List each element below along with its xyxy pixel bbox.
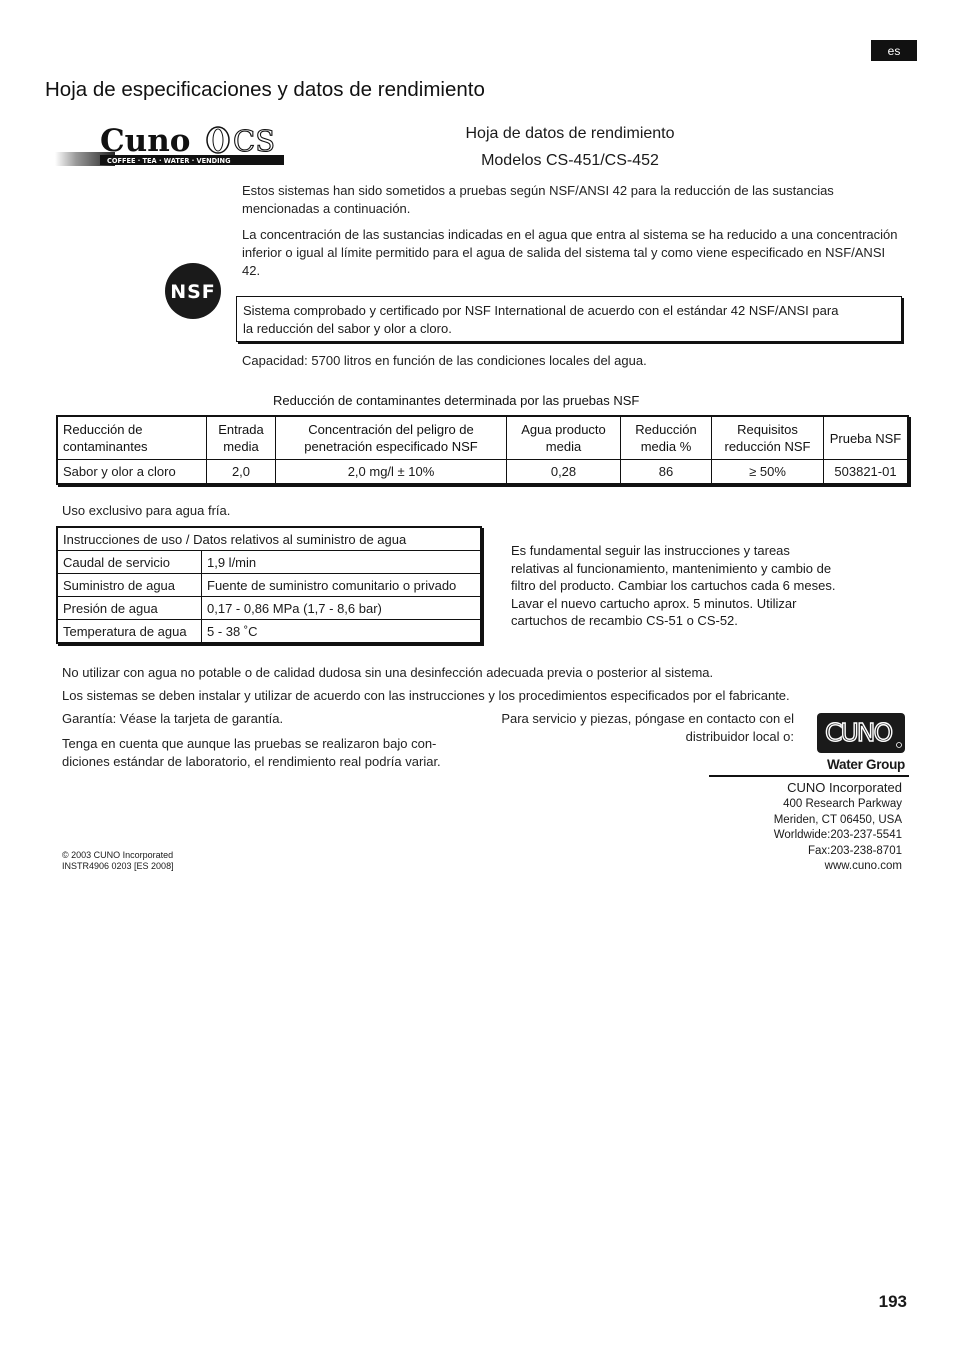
usage-key: Temperatura de agua xyxy=(57,620,202,644)
sheet-title xyxy=(385,120,755,174)
warning-non-potable: No utilizar con agua no potable o de calidad dudosa sin una desinfección adecuada previa o posterior al sistema. xyxy=(62,665,714,680)
svg-text:NSF: NSF xyxy=(170,281,216,303)
page-title: Hoja de especificaciones y datos de rendimiento xyxy=(45,78,485,101)
page-number: 193 xyxy=(878,1292,907,1311)
performance-table-caption: Reducción de contaminantes determinada por las pruebas NSF xyxy=(273,393,640,408)
header-cell: Reducción media % xyxy=(621,416,712,460)
table-row xyxy=(57,551,481,574)
certification-text: Sistema comprobado y certificado por NSF International de acuerdo con el estándar 42 NSF/ANSI para la reducción del sabor y olor a cloro. xyxy=(243,303,839,336)
usage-value: Fuente de suministro comunitario o privado xyxy=(202,574,482,597)
warranty-note: Garantía: Véase la tarjeta de garantía. xyxy=(62,711,284,726)
usage-key: Presión de agua xyxy=(57,597,202,620)
sheet-title-line2: Modelos CS-451/CS-452 xyxy=(481,152,659,169)
usage-key: Suministro de agua xyxy=(57,574,202,597)
table-cell: 2,0 mg/l ± 10% xyxy=(276,460,507,485)
address-street: 400 Research Parkway xyxy=(783,798,902,810)
address-web: www.cuno.com xyxy=(824,860,902,872)
certification-box xyxy=(236,296,902,342)
header-cell: Requisitos reducción NSF xyxy=(712,416,824,460)
cold-water-note: Uso exclusivo para agua fría. xyxy=(62,503,231,518)
header-cell: Agua producto media xyxy=(507,416,621,460)
table-row xyxy=(57,620,481,644)
capacity-text: Capacidad: 5700 litros en función de las condiciones locales del agua. xyxy=(242,353,647,368)
svg-text:Cuno: Cuno xyxy=(100,123,191,159)
usage-table xyxy=(56,526,482,644)
intro-paragraph-2: La concentración de las sustancias indicadas en el agua que entra al sistema se ha reducido a una concentración inferior o igual al límite permitido para el agua de salida del sistema tal y como viene especificado en NSF/ANSI 42. xyxy=(242,227,898,278)
table-cell: 86 xyxy=(621,460,712,485)
language-badge: es xyxy=(871,40,917,61)
maintenance-note: Es fundamental seguir las instrucciones y tareas relativas al funcionamiento, mantenimiento y cambio de filtro del producto. Cambiar los cartuchos cada 6 meses. Lavar el nuevo cartucho aprox. 5 minutos. Utilizar cartuchos de recambio CS-51 o CS-52. xyxy=(511,543,836,628)
table-cell: 503821-01 xyxy=(824,460,909,485)
performance-table xyxy=(56,415,909,485)
nsf-logo xyxy=(164,262,222,320)
cuno-logo xyxy=(817,713,905,753)
service-note: Para servicio y piezas, póngase en contacto con el distribuidor local o: xyxy=(501,711,794,744)
table-row xyxy=(57,460,908,485)
svg-text:CS: CS xyxy=(233,124,276,158)
table-cell: 2,0 xyxy=(207,460,276,485)
table-row xyxy=(57,597,481,620)
cuno-cs-logo xyxy=(55,122,287,168)
svg-text:CUNO: CUNO xyxy=(825,718,892,747)
copyright-line2: INSTR4906 0203 [ES 2008] xyxy=(62,861,174,871)
header-cell: Prueba NSF xyxy=(824,416,909,460)
intro-paragraph-1: Estos sistemas han sido sometidos a pruebas según NSF/ANSI 42 para la reducción de las sustancias mencionadas a continuación. xyxy=(242,183,834,216)
table-header-row xyxy=(57,416,908,460)
header-cell: Entrada media xyxy=(207,416,276,460)
table-header-row xyxy=(57,527,481,551)
table-cell: ≥ 50% xyxy=(712,460,824,485)
water-group-label: Water Group xyxy=(827,757,905,772)
sheet-title-line1: Hoja de datos de rendimiento xyxy=(465,125,675,142)
usage-value: 0,17 - 0,86 MPa (1,7 - 8,6 bar) xyxy=(202,597,482,620)
header-cell: Reducción de contaminantes xyxy=(57,416,207,460)
address-city: Meriden, CT 06450, USA xyxy=(773,813,902,826)
svg-text:COFFEE · TEA · WATER · VENDING: COFFEE · TEA · WATER · VENDING xyxy=(107,157,231,165)
usage-table-header: Instrucciones de uso / Datos relativos al suministro de agua xyxy=(57,527,481,551)
warning-installation: Los sistemas se deben instalar y utilizar de acuerdo con las instrucciones y los procedimientos especificados por el fabricante. xyxy=(62,688,790,703)
divider xyxy=(709,775,909,777)
company-name: CUNO Incorporated xyxy=(787,780,902,795)
copyright xyxy=(62,850,174,872)
usage-key: Caudal de servicio xyxy=(57,551,202,574)
table-row xyxy=(57,574,481,597)
copyright-line1: © 2003 CUNO Incorporated xyxy=(62,850,174,860)
usage-value: 5 - 38 ˚C xyxy=(202,620,482,644)
address-fax: Fax:203-238-8701 xyxy=(808,844,902,857)
company-address xyxy=(700,779,902,875)
lab-conditions-note: Tenga en cuenta que aunque las pruebas se realizaron bajo con-diciones estándar de laboratorio, el rendimiento real podría variar. xyxy=(62,736,441,769)
header-cell: Concentración del peligro de penetración especificado NSF xyxy=(276,416,507,460)
address-phone: Worldwide:203-237-5541 xyxy=(773,829,902,841)
usage-value: 1,9 l/min xyxy=(202,551,482,574)
table-cell: Sabor y olor a cloro xyxy=(57,460,207,485)
table-cell: 0,28 xyxy=(507,460,621,485)
